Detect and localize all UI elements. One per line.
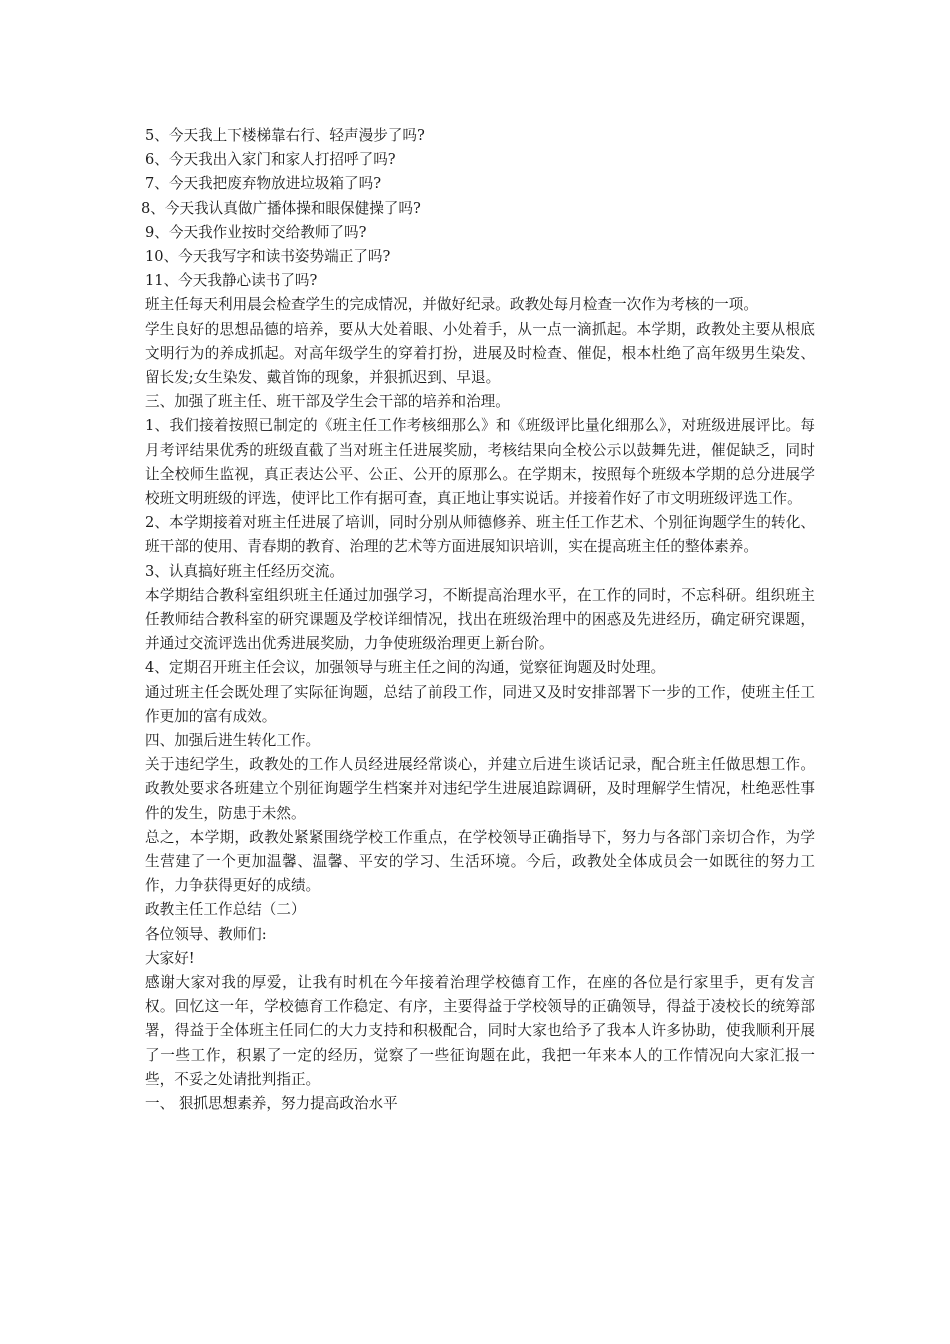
paragraph: 学生良好的思想品德的培养，要从大处着眼、小处着手，从一点一滴抓起。本学期，政教处主要从根底文明行为的养成抓起。对高年级学生的穿着打扮，进展及时检查、催促，根本杜绝了高年级男生染发、留长发;女生染发、戴首饰的现象，并狠抓迟到、早退。 <box>145 320 815 386</box>
text-line: 3、认真搞好班主任经历交流。 <box>145 562 345 580</box>
text-line: 政教主任工作总结（二） <box>145 901 306 919</box>
text-line: 各位领导、教师们: <box>145 925 267 943</box>
paragraph: 总之，本学期，政教处紧紧围绕学校工作重点，在学校领导正确指导下，努力与各部门亲切合作，为学生营建了一个更加温馨、温馨、平安的学习、生活环境。今后，政教处全体成员会一如既往的努力工作，力争获得更好的成绩。 <box>145 828 815 895</box>
text-line: 四、加强后进生转化工作。 <box>145 731 321 749</box>
text-line: 11、今天我静心读书了吗? <box>145 272 318 290</box>
text-line: 10、今天我写字和读书姿势端正了吗? <box>145 247 391 265</box>
paragraph: 1、我们接着按照已制定的《班主任工作考核细那么》和《班级评比量化细那么》，对班级进展评比。每月考评结果优秀的班级直截了当对班主任进展奖励，考核结果向全校公示以鼓舞先进，催促缺乏，同时让全校师生监视，真正表达公平、公正、公开的原那么。在学期末，按照每个班级本学期的总分进展学校班文明班级的评选，使评比工作有据可查，真正地让事实说话。并接着作好了市文明班级评选工作。 <box>145 417 815 507</box>
text-line: 三、加强了班主任、班干部及学生会干部的培养和治理。 <box>145 393 510 411</box>
paragraph: 2、本学期接着对班主任进展了培训，同时分别从师德修养、班主任工作艺术、个别征询题学生的转化、班干部的使用、青春期的教育、治理的艺术等方面进展知识培训，实在提高班主任的整体素养。 <box>145 514 815 556</box>
paragraph: 班主任每天利用晨会检查学生的完成情况，并做好纪录。政教处每月检查一次作为考核的一项。 <box>145 296 758 314</box>
text-line: 4、定期召开班主任会议，加强领导与班主任之间的沟通，觉察征询题及时处理。 <box>145 659 666 677</box>
paragraph: 感谢大家对我的厚爱，让我有时机在今年接着治理学校德育工作，在座的各位是行家里手，更有发言权。回忆这一年，学校德育工作稳定、有序，主要得益于学校领导的正确领导，得益于凌校长的统筹部署，得益于全体班主任同仁的大力支持和积极配合，同时大家也给予了我本人许多协助，使我顺利开展了一些工作，积累了一定的经历，觉察了一些征询题在此，我把一年来本人的工作情况向大家汇报一些，不妥之处请批判指正。 <box>145 973 815 1088</box>
text-line: 8、今天我认真做广播体操和眼保健操了吗? <box>141 199 421 217</box>
text-line: 一、 狠抓思想素养，努力提高政治水平 <box>145 1094 398 1112</box>
document-body <box>143 124 815 1116</box>
text-line: 7、今天我把废弃物放进垃圾箱了吗? <box>145 175 382 193</box>
text-line: 6、今天我出入家门和家人打招呼了吗? <box>145 151 396 169</box>
text-line: 9、今天我作业按时交给教师了吗? <box>145 223 367 241</box>
text-line: 5、今天我上下楼梯靠右行、轻声漫步了吗? <box>145 127 425 144</box>
paragraph: 本学期结合教科室组织班主任通过加强学习，不断提高治理水平，在工作的同时，不忘科研。组织班主任教师结合教科室的研究课题及学校详细情况，找出在班级治理中的困惑及先进经历，确定研究课题，并通过交流评选出优秀进展奖励，力争使班级治理更上新台阶。 <box>145 586 815 653</box>
paragraph: 通过班主任会既处理了实际征询题，总结了前段工作，同进又及时安排部署下一步的工作，使班主任工作更加的富有成效。 <box>145 683 815 725</box>
text-line: 大家好! <box>145 949 195 967</box>
paragraph: 关于违纪学生，政教处的工作人员经进展经常谈心，并建立后进生谈话记录，配合班主任做思想工作。政教处要求各班建立个别征询题学生档案并对违纪学生进展追踪调研，及时理解学生情况，杜绝恶性事件的发生，防患于未然。 <box>145 756 815 822</box>
